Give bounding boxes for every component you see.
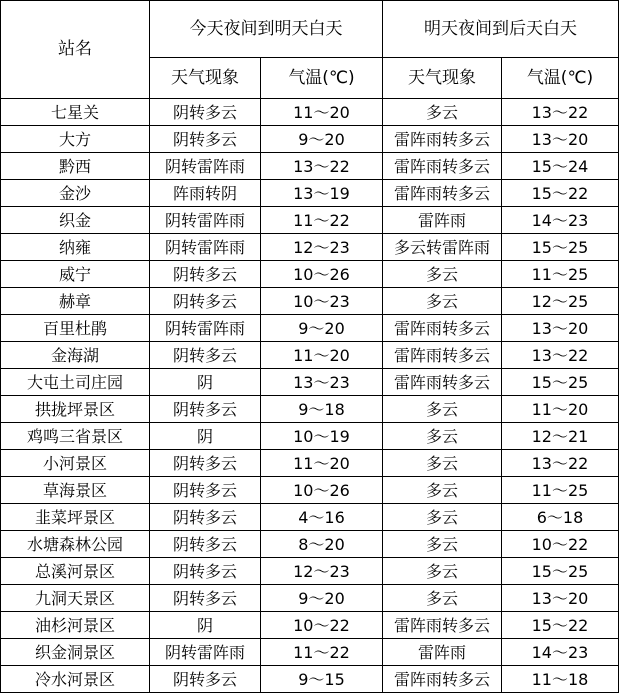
- table-row: [1, 531, 619, 558]
- temp-day2: 14～23: [502, 207, 619, 234]
- weather-day1: 阴转多云: [150, 288, 261, 315]
- table-row: [1, 504, 619, 531]
- station-name: 油杉河景区: [1, 612, 150, 639]
- temp-day1: 10～23: [261, 288, 383, 315]
- temp-day2: 11～25: [502, 477, 619, 504]
- weather-header-2: 天气现象: [383, 58, 502, 99]
- weather-day1: 阴: [150, 423, 261, 450]
- weather-day1: 阴转多云: [150, 261, 261, 288]
- table-row: [1, 423, 619, 450]
- temp-day2: 13～22: [502, 99, 619, 126]
- temp-day2: 13～22: [502, 342, 619, 369]
- weather-day2: 多云: [383, 99, 502, 126]
- weather-day1: 阴转多云: [150, 558, 261, 585]
- station-name: 金沙: [1, 180, 150, 207]
- weather-day1: 阴转多云: [150, 126, 261, 153]
- weather-day2: 多云: [383, 585, 502, 612]
- temp-day2: 14～23: [502, 639, 619, 666]
- table-row: [1, 99, 619, 126]
- table-row: [1, 261, 619, 288]
- station-name: 草海景区: [1, 477, 150, 504]
- weather-day1: 阴转多云: [150, 396, 261, 423]
- temp-day2: 15～25: [502, 558, 619, 585]
- temp-header-1: 气温(℃): [261, 58, 383, 99]
- table-row: [1, 558, 619, 585]
- weather-day2: 雷阵雨: [383, 207, 502, 234]
- weather-day2: 多云转雷阵雨: [383, 234, 502, 261]
- temp-day2: 15～24: [502, 153, 619, 180]
- temp-day2: 11～18: [502, 666, 619, 693]
- station-name: 织金: [1, 207, 150, 234]
- table-row: [1, 612, 619, 639]
- table-row: [1, 315, 619, 342]
- temp-day1: 10～26: [261, 477, 383, 504]
- temp-day1: 11～22: [261, 639, 383, 666]
- weather-day1: 阴转多云: [150, 585, 261, 612]
- station-name: 黔西: [1, 153, 150, 180]
- table-row: [1, 396, 619, 423]
- weather-day1: 阵雨转阴: [150, 180, 261, 207]
- temp-day1: 10～19: [261, 423, 383, 450]
- weather-day1: 阴转多云: [150, 99, 261, 126]
- weather-day1: 阴转多云: [150, 531, 261, 558]
- temp-day1: 10～26: [261, 261, 383, 288]
- temp-day1: 13～19: [261, 180, 383, 207]
- weather-day1: 阴转多云: [150, 666, 261, 693]
- weather-day1: 阴转雷阵雨: [150, 315, 261, 342]
- temp-day1: 11～20: [261, 342, 383, 369]
- weather-day2: 多云: [383, 261, 502, 288]
- station-name: 鸡鸣三省景区: [1, 423, 150, 450]
- temp-day2: 15～25: [502, 369, 619, 396]
- temp-day2: 15～22: [502, 612, 619, 639]
- table-row: [1, 450, 619, 477]
- temp-day2: 11～25: [502, 261, 619, 288]
- table-row: [1, 369, 619, 396]
- weather-day2: 雷阵雨转多云: [383, 126, 502, 153]
- period-header-tomorrow-night-after: 明天夜间到后天白天: [383, 1, 619, 58]
- station-name: 威宁: [1, 261, 150, 288]
- weather-day2: 雷阵雨: [383, 639, 502, 666]
- table-row: [1, 180, 619, 207]
- weather-day2: 雷阵雨转多云: [383, 180, 502, 207]
- temp-header-2: 气温(℃): [502, 58, 619, 99]
- weather-day2: 雷阵雨转多云: [383, 369, 502, 396]
- weather-day1: 阴转雷阵雨: [150, 153, 261, 180]
- weather-day2: 雷阵雨转多云: [383, 153, 502, 180]
- weather-day1: 阴转雷阵雨: [150, 234, 261, 261]
- station-name: 纳雍: [1, 234, 150, 261]
- weather-day1: 阴: [150, 369, 261, 396]
- temp-day1: 11～22: [261, 207, 383, 234]
- table-row: [1, 639, 619, 666]
- weather-day2: 多云: [383, 450, 502, 477]
- weather-day2: 多云: [383, 531, 502, 558]
- weather-day2: 多云: [383, 504, 502, 531]
- station-name: 金海湖: [1, 342, 150, 369]
- temp-day1: 12～23: [261, 234, 383, 261]
- station-name: 水塘森林公园: [1, 531, 150, 558]
- weather-day1: 阴: [150, 612, 261, 639]
- temp-day1: 9～20: [261, 585, 383, 612]
- station-name: 百里杜鹃: [1, 315, 150, 342]
- weather-day1: 阴转雷阵雨: [150, 639, 261, 666]
- temp-day2: 15～25: [502, 234, 619, 261]
- temp-day1: 4～16: [261, 504, 383, 531]
- station-name: 冷水河景区: [1, 666, 150, 693]
- weather-day1: 阴转雷阵雨: [150, 207, 261, 234]
- temp-day1: 11～20: [261, 99, 383, 126]
- station-name: 赫章: [1, 288, 150, 315]
- temp-day1: 13～23: [261, 369, 383, 396]
- weather-day2: 多云: [383, 558, 502, 585]
- weather-day2: 多云: [383, 477, 502, 504]
- station-name: 韭菜坪景区: [1, 504, 150, 531]
- temp-day2: 15～22: [502, 180, 619, 207]
- table-row: [1, 234, 619, 261]
- station-name: 小河景区: [1, 450, 150, 477]
- period-header-tonight-tomorrow: 今天夜间到明天白天: [150, 1, 383, 58]
- weather-day2: 雷阵雨转多云: [383, 666, 502, 693]
- station-name: 九洞天景区: [1, 585, 150, 612]
- weather-day1: 阴转多云: [150, 342, 261, 369]
- temp-day1: 10～22: [261, 612, 383, 639]
- temp-day2: 6～18: [502, 504, 619, 531]
- weather-day2: 多云: [383, 423, 502, 450]
- table-row: [1, 477, 619, 504]
- temp-day1: 8～20: [261, 531, 383, 558]
- temp-day2: 11～20: [502, 396, 619, 423]
- forecast-table-body: [1, 1, 619, 693]
- table-row: [1, 585, 619, 612]
- weather-day1: 阴转多云: [150, 450, 261, 477]
- temp-day2: 12～25: [502, 288, 619, 315]
- temp-day2: 13～20: [502, 315, 619, 342]
- weather-header-1: 天气现象: [150, 58, 261, 99]
- table-row: [1, 153, 619, 180]
- temp-day1: 9～20: [261, 126, 383, 153]
- temp-day2: 13～20: [502, 585, 619, 612]
- weather-day2: 雷阵雨转多云: [383, 342, 502, 369]
- station-header: 站名: [1, 1, 150, 99]
- station-name: 总溪河景区: [1, 558, 150, 585]
- temp-day1: 12～23: [261, 558, 383, 585]
- temp-day1: 13～22: [261, 153, 383, 180]
- temp-day2: 13～20: [502, 126, 619, 153]
- temp-day1: 11～20: [261, 450, 383, 477]
- temp-day1: 9～18: [261, 396, 383, 423]
- table-row: [1, 126, 619, 153]
- station-name: 大屯土司庄园: [1, 369, 150, 396]
- weather-day1: 阴转多云: [150, 477, 261, 504]
- temp-day1: 9～20: [261, 315, 383, 342]
- weather-day2: 雷阵雨转多云: [383, 612, 502, 639]
- temp-day1: 9～15: [261, 666, 383, 693]
- temp-day2: 13～22: [502, 450, 619, 477]
- station-name: 大方: [1, 126, 150, 153]
- station-name: 拱拢坪景区: [1, 396, 150, 423]
- weather-day2: 多云: [383, 288, 502, 315]
- temp-day2: 12～21: [502, 423, 619, 450]
- station-name: 织金洞景区: [1, 639, 150, 666]
- header-row-periods: [1, 1, 619, 58]
- table-row: [1, 288, 619, 315]
- temp-day2: 10～22: [502, 531, 619, 558]
- table-row: [1, 666, 619, 693]
- station-name: 七星关: [1, 99, 150, 126]
- weather-day2: 雷阵雨转多云: [383, 315, 502, 342]
- table-row: [1, 342, 619, 369]
- table-row: [1, 207, 619, 234]
- weather-day2: 多云: [383, 396, 502, 423]
- weather-day1: 阴转多云: [150, 504, 261, 531]
